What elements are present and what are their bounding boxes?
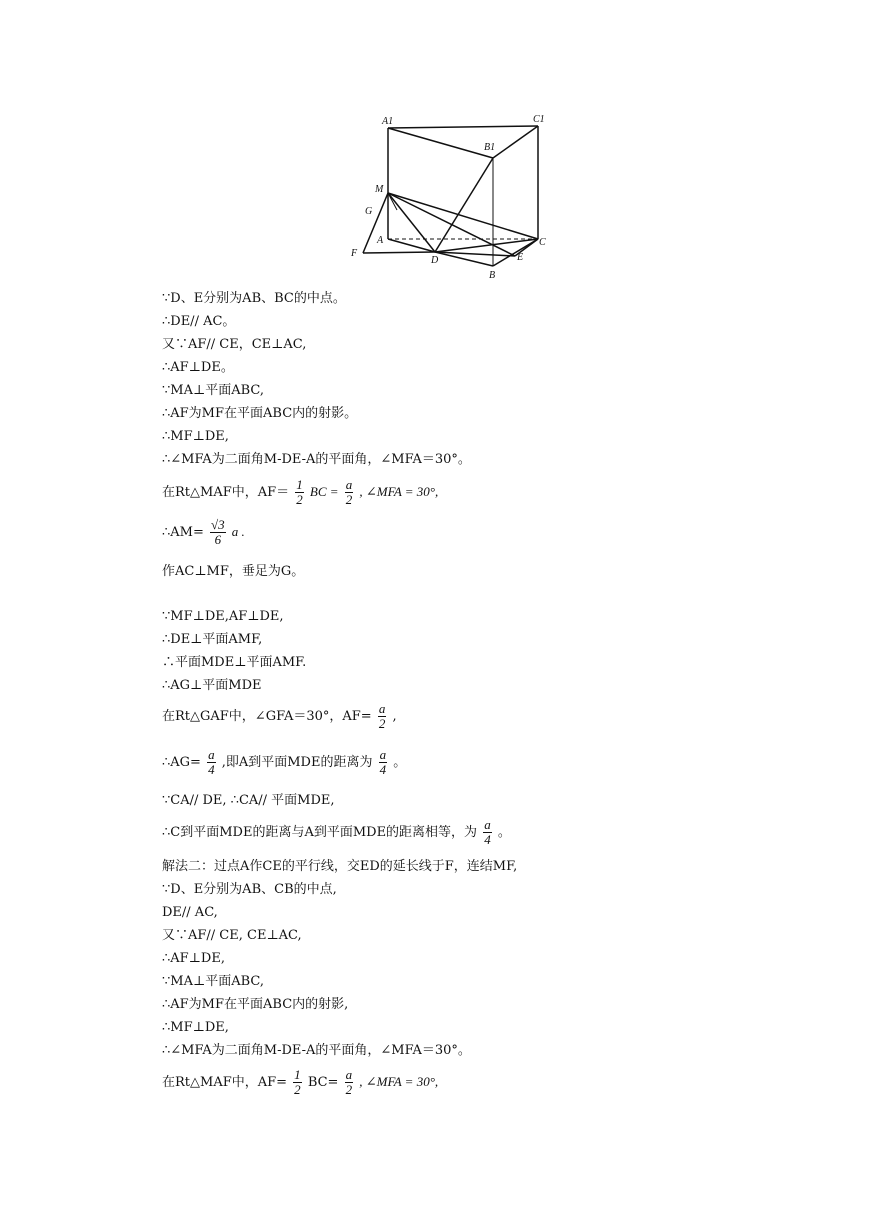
text-line: ∵CA// DE, ∴CA// 平面MDE, <box>162 793 335 808</box>
label-c: C <box>539 237 546 248</box>
text-line: ∴MF⊥DE, <box>162 1020 229 1035</box>
text-line: ∴∠MFA为二面角M-DE-A的平面角，∠MFA＝30°。 <box>162 1043 471 1058</box>
text-line: ∵MF⊥DE,AF⊥DE, <box>162 609 284 624</box>
text-line: ∵D、E分别为AB、CB的中点, <box>162 882 337 897</box>
text-line: ∵D、E分别为AB、BC的中点。 <box>162 291 346 306</box>
text-line: ∴平面MDE⊥平面AMF. <box>162 655 307 670</box>
label-b: B <box>489 270 496 281</box>
text-line: 作AC⊥MF，垂足为G。 <box>162 564 305 579</box>
formula-line: ∴C到平面MDE的距离与A到平面MDE的距离相等，为 $\frac{a}{4}$ 。 <box>162 817 511 847</box>
label-a: A <box>377 235 384 246</box>
text-line: ∴AF为MF在平面ABC内的射影, <box>162 997 349 1012</box>
formula-line: ∴AG= $\frac{a}{4}$ ,即A到平面MDE的距离为 $\frac{a}{4}$ 。 <box>162 747 407 777</box>
formula-line: ∴AM= $\frac{√3}{6}$ a . <box>162 517 245 547</box>
label-b1: B1 <box>484 142 496 153</box>
text-line: ∴DE⊥平面AMF, <box>162 632 263 647</box>
text-line: ∴∠MFA为二面角M-DE-A的平面角，∠MFA＝30°。 <box>162 452 471 467</box>
text-line: ∴AF⊥DE, <box>162 951 225 966</box>
text-line: ∴AF为MF在平面ABC内的射影。 <box>162 406 358 421</box>
label-g: G <box>365 206 373 217</box>
text-line: 又∵AF// CE, CE⊥AC, <box>162 928 302 943</box>
text-line: ∴DE// AC。 <box>162 314 236 329</box>
text-line: 又∵AF// CE，CE⊥AC, <box>162 337 307 352</box>
label-m: M <box>375 184 384 195</box>
text-line: DE// AC, <box>162 905 218 920</box>
label-a1: A1 <box>382 116 394 127</box>
formula-line: 在Rt△MAF中，AF= $\frac{1}{2}$ BC= $\frac{a}{2}$ , ∠MFA = 30°, <box>162 1067 439 1097</box>
label-e: E <box>517 252 524 263</box>
text-line: ∴AG⊥平面MDE <box>162 678 262 693</box>
text-line: ∵MA⊥平面ABC, <box>162 383 264 398</box>
formula-line: 在Rt△MAF中，AF＝ $\frac{1}{2}$ BC = $\frac{a}{2}$ , ∠MFA = 30°, <box>162 477 439 507</box>
label-c1: C1 <box>533 114 545 125</box>
text-line: ∴AF⊥DE。 <box>162 360 234 375</box>
text-line: ∵MA⊥平面ABC, <box>162 974 264 989</box>
formula-line: 在Rt△GAF中，∠GFA＝30°，AF= $\frac{a}{2}$ , <box>162 701 397 731</box>
label-d: D <box>431 255 439 266</box>
text-line: ∴MF⊥DE, <box>162 429 229 444</box>
label-f: F <box>351 248 358 259</box>
text-line: 解法二：过点A作CE的平行线，交ED的延长线于F，连结MF, <box>162 859 518 874</box>
geometry-figure <box>345 108 557 283</box>
